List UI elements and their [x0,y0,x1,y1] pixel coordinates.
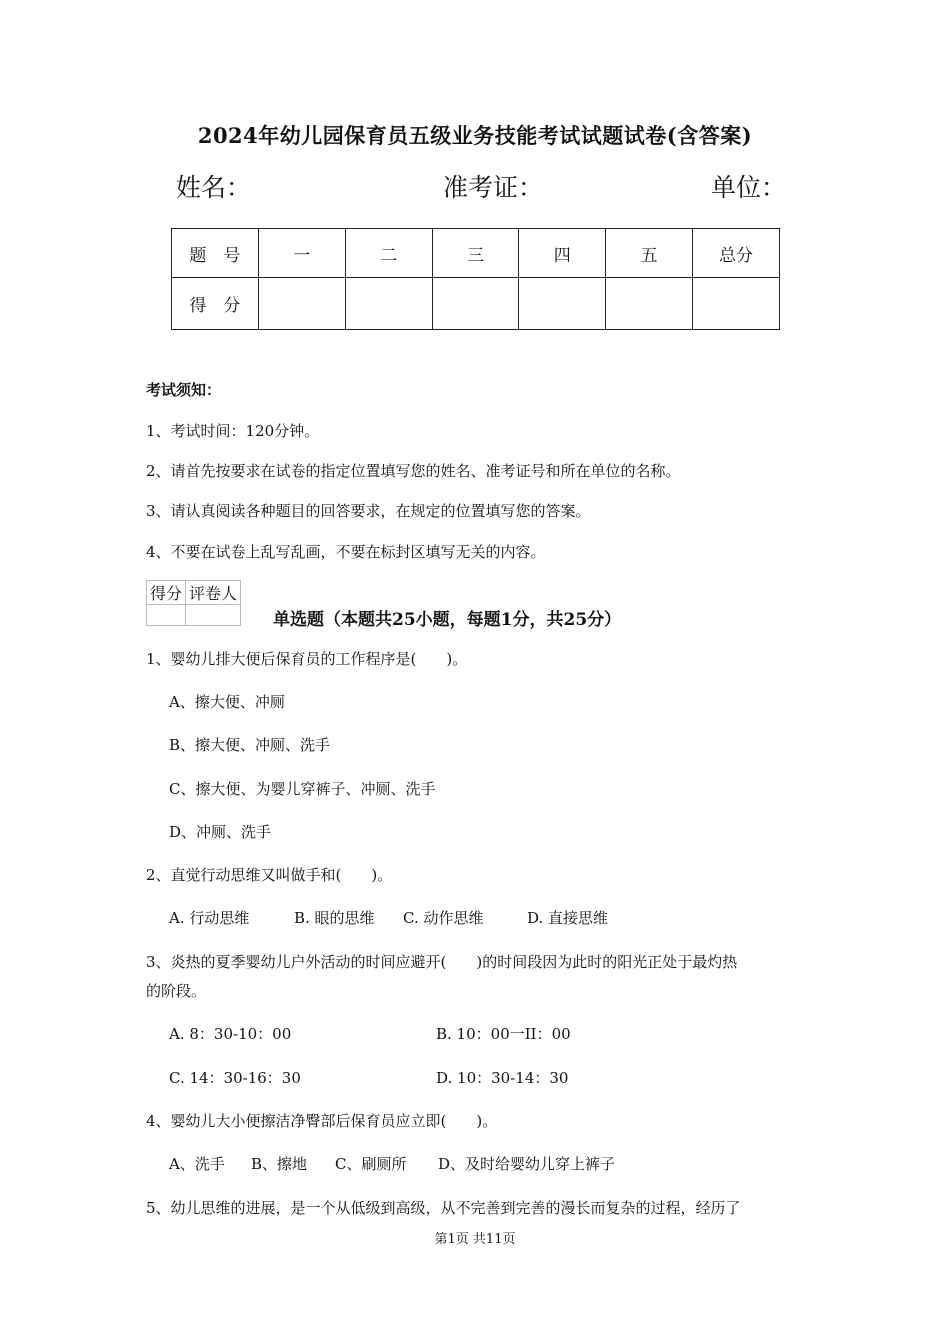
score-header-cell: 四 [519,229,606,278]
q1-option-b: B、擦大便、冲厕、洗手 [169,736,331,754]
unit-field-label: 单位： [711,173,787,202]
score-header-cell: 五 [606,229,693,278]
score-header-cell: 一 [258,229,345,278]
score-table [171,228,780,330]
question-stem-3-cont: 的阶段。 [146,982,207,1000]
exam-id-field-label: 准考证： [443,173,544,202]
score-cell[interactable] [693,278,780,330]
score-header-cell: 总分 [693,229,780,278]
question-stem-2: 2、直觉行动思维又叫做手和( )。 [146,866,393,884]
grader-reviewer-cell[interactable] [186,605,241,626]
score-header-cell: 二 [345,229,432,278]
document-title: 2024年幼儿园保育员五级业务技能考试试题试卷(含答案) [197,123,753,148]
score-header-cell: 题 号 [172,229,259,278]
name-field-label: 姓名： [176,173,252,202]
q4-option-c: C、刷厕所 [335,1155,407,1173]
grader-score-cell[interactable] [147,605,186,626]
score-table-score-row [172,278,780,330]
section-title: 单选题（本题共25小题，每题1分，共25分） [273,610,622,630]
q1-option-a: A、擦大便、冲厕 [169,693,285,711]
score-row-label: 得 分 [172,278,259,330]
q2-option-b: B. 眼的思维 [294,909,375,927]
question-stem-3: 3、炎热的夏季婴幼儿户外活动的时间应避开( )的时间段因为此时的阳光正处于最灼热 [146,953,738,971]
q3-option-b: B. 10：00一II：00 [436,1025,571,1043]
notice-item: 1、考试时间：120分钟。 [146,422,320,440]
q4-option-b: B、擦地 [251,1155,308,1173]
q2-option-a: A. 行动思维 [169,909,250,927]
q1-option-d: D、冲厕、洗手 [169,823,272,841]
q2-option-c: C. 动作思维 [403,909,484,927]
score-cell[interactable] [258,278,345,330]
q3-option-a: A. 8：30-10：00 [169,1025,292,1043]
q3-option-d: D. 10：30-14：30 [436,1069,569,1087]
question-stem-5: 5、幼儿思维的进展，是一个从低级到高级，从不完善到完善的漫长而复杂的过程，经历了 [146,1199,741,1217]
score-table-header-row [172,229,780,278]
q2-option-d: D. 直接思维 [527,909,609,927]
notice-heading: 考试须知： [146,381,222,399]
grader-box [146,580,241,626]
q4-option-a: A、洗手 [169,1155,225,1173]
notice-item: 3、请认真阅读各种题目的回答要求，在规定的位置填写您的答案。 [146,502,591,520]
grader-reviewer-label: 评卷人 [186,581,241,605]
score-cell[interactable] [345,278,432,330]
notice-item: 2、请首先按要求在试卷的指定位置填写您的姓名、准考证号和所在单位的名称。 [146,462,681,480]
score-cell[interactable] [519,278,606,330]
score-header-cell: 三 [432,229,519,278]
score-cell[interactable] [432,278,519,330]
q3-option-c: C. 14：30-16：30 [169,1069,301,1087]
question-stem-1: 1、婴幼儿排大便后保育员的工作程序是( )。 [146,650,468,668]
q4-option-d: D、及时给婴幼儿穿上裤子 [438,1155,616,1173]
question-stem-4: 4、婴幼儿大小便擦洁净臀部后保育员应立即( )。 [146,1112,498,1130]
q1-option-c: C、擦大便、为婴儿穿裤子、冲厕、洗手 [169,780,436,798]
notice-item: 4、不要在试卷上乱写乱画，不要在标封区填写无关的内容。 [146,543,546,561]
score-cell[interactable] [606,278,693,330]
page-footer: 第1页 共11页 [434,1232,516,1247]
grader-score-label: 得分 [147,581,186,605]
